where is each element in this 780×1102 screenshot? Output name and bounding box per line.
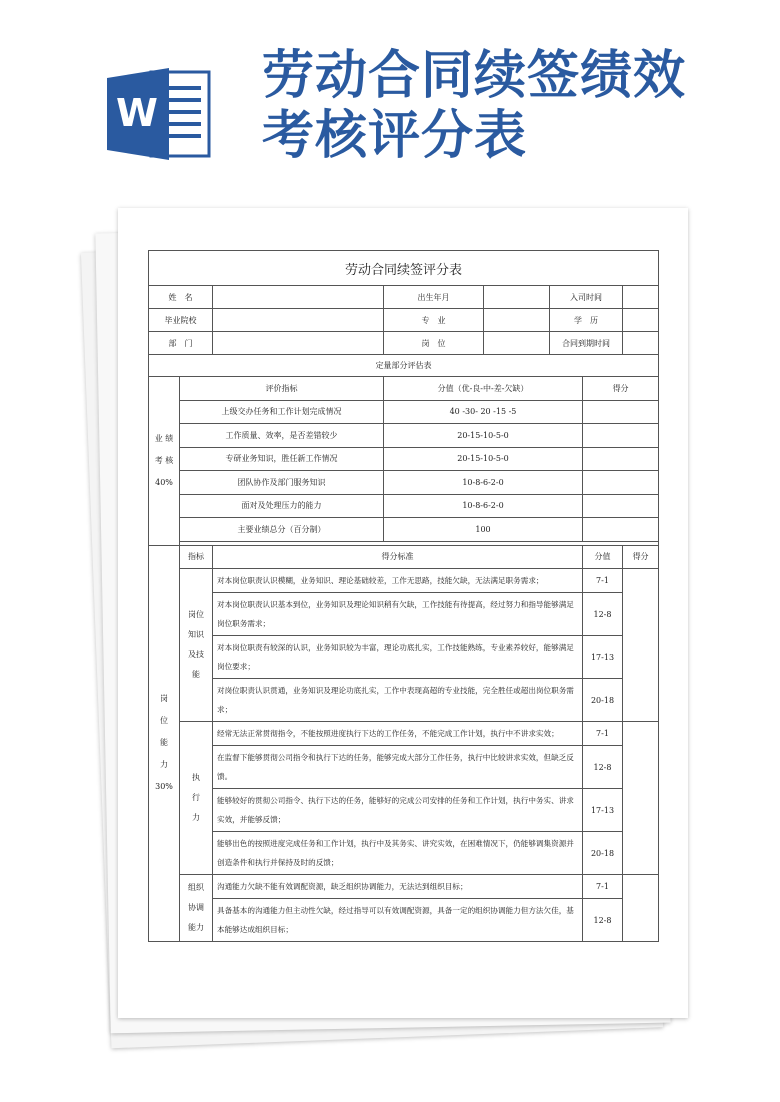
quant-score-field[interactable] bbox=[583, 494, 659, 518]
quant-total-row bbox=[149, 518, 659, 542]
criterion-text: 对本岗位职责认识基本到位，业务知识及理论知识稍有欠缺，工作技能有待提高，经过努力和指导能够满足岗位职务需求； bbox=[213, 593, 583, 636]
education-field[interactable] bbox=[623, 309, 659, 332]
criterion-text: 能够出色的按照进度完成任务和工作计划，执行中及其务实、讲究实效，在困难情况下，仍能够调集资源并创造条件和执行并保持及时的反馈； bbox=[213, 832, 583, 875]
quant-indicator: 上级交办任务和工作计划完成情况 bbox=[180, 400, 384, 424]
ability-header-row bbox=[149, 545, 659, 569]
criterion-text: 在监督下能够贯彻公司指令和执行下达的任务，能够完成大部分工作任务，执行中比较讲求实效，但缺乏反馈。 bbox=[213, 746, 583, 789]
category-line: 协调 bbox=[188, 903, 204, 912]
quant-score-field[interactable] bbox=[583, 400, 659, 424]
coordination-score-field[interactable] bbox=[623, 875, 659, 942]
category-line: 执 bbox=[192, 773, 200, 782]
quant-section-title: 定量部分评估表 bbox=[149, 355, 659, 377]
criterion-value: 17-13 bbox=[583, 636, 623, 679]
category-line: 考 核 bbox=[154, 455, 174, 465]
performance-category bbox=[149, 377, 180, 546]
criterion-value: 12-8 bbox=[583, 593, 623, 636]
criterion-value: 20-18 bbox=[583, 832, 623, 875]
evaluation-form bbox=[148, 250, 658, 942]
post-label: 岗 位 bbox=[384, 332, 484, 355]
svg-text:W: W bbox=[116, 91, 158, 135]
criterion-text: 对本岗位职责有较深的认识，业务知识较为丰富，理论功底扎实，工作技能熟练，专业素养较好，能够满足岗位要求； bbox=[213, 636, 583, 679]
dept-field[interactable] bbox=[213, 332, 384, 355]
quant-range: 20-15-10-5-0 bbox=[384, 447, 583, 471]
quant-header-row bbox=[149, 377, 659, 401]
category-line: 业 绩 bbox=[154, 433, 174, 443]
ability-row bbox=[149, 593, 659, 636]
ability-category bbox=[149, 545, 180, 942]
criterion-text: 能够较好的贯彻公司指令、执行下达的任务，能够好的完成公司安排的任务和工作计划，执行中务实、讲求实效，并能够反馈； bbox=[213, 789, 583, 832]
birth-label: 出生年月 bbox=[384, 286, 484, 309]
quant-row bbox=[149, 400, 659, 424]
info-row bbox=[149, 309, 659, 332]
ability-row bbox=[149, 789, 659, 832]
quant-indicator: 专研业务知识，胜任新工作情况 bbox=[180, 447, 384, 471]
quant-indicator: 团队协作及部门服务知识 bbox=[180, 471, 384, 495]
info-row bbox=[149, 286, 659, 309]
quant-range: 10-8-6-2-0 bbox=[384, 494, 583, 518]
category-line: 岗 bbox=[160, 694, 168, 704]
post-field[interactable] bbox=[484, 332, 550, 355]
quant-score-field[interactable] bbox=[583, 471, 659, 495]
contract-expiry-label: 合同到期时间 bbox=[550, 332, 623, 355]
major-field[interactable] bbox=[484, 309, 550, 332]
criterion-value: 7-1 bbox=[583, 722, 623, 746]
quant-indicator: 工作质量、效率，是否差错较少 bbox=[180, 424, 384, 448]
criterion-value: 17-13 bbox=[583, 789, 623, 832]
criterion-text: 经常无法正常贯彻指令，不能按照进度执行下达的工作任务，不能完成工作计划，执行中不讲求实效； bbox=[213, 722, 583, 746]
quant-indicator: 面对及处理压力的能力 bbox=[180, 494, 384, 518]
category-line: 岗位 bbox=[188, 610, 204, 619]
school-field[interactable] bbox=[213, 309, 384, 332]
ability-standard-header: 得分标准 bbox=[213, 545, 583, 569]
ability-row bbox=[149, 899, 659, 942]
document-title: 劳动合同续签绩效考核评分表 bbox=[262, 45, 687, 166]
hire-date-field[interactable] bbox=[623, 286, 659, 309]
quant-row bbox=[149, 471, 659, 495]
category-line: 30% bbox=[155, 782, 173, 792]
quant-row bbox=[149, 424, 659, 448]
quant-range: 20-15-10-5-0 bbox=[384, 424, 583, 448]
ability-score-header: 得分 bbox=[623, 545, 659, 569]
score-range-header: 分值（优-良-中-差-欠缺） bbox=[384, 377, 583, 401]
education-label: 学 历 bbox=[550, 309, 623, 332]
info-row bbox=[149, 332, 659, 355]
category-line: 能 bbox=[192, 670, 200, 679]
ability-row bbox=[149, 875, 659, 899]
ability-value-header: 分值 bbox=[583, 545, 623, 569]
name-field[interactable] bbox=[213, 286, 384, 309]
criterion-text: 具备基本的沟通能力但主动性欠缺，经过指导可以有效调配资源，具备一定的组织协调能力但方法欠佳，基本能够达成组织目标； bbox=[213, 899, 583, 942]
category-line: 能力 bbox=[188, 923, 204, 932]
criterion-value: 7-1 bbox=[583, 875, 623, 899]
quant-row bbox=[149, 447, 659, 471]
ability-indicator-header: 指标 bbox=[180, 545, 213, 569]
criterion-text: 对本岗位职责认识模糊，业务知识、理论基础较差，工作无思路，技能欠缺，无法满足职务需求； bbox=[213, 569, 583, 593]
hire-date-label: 入司时间 bbox=[550, 286, 623, 309]
evaluation-table bbox=[148, 250, 659, 942]
major-label: 专 业 bbox=[384, 309, 484, 332]
ability-row bbox=[149, 679, 659, 722]
coordination-indicator bbox=[180, 875, 213, 942]
category-line: 力 bbox=[160, 760, 168, 770]
total-label: 主要业绩总分（百分制） bbox=[180, 518, 384, 542]
ability-row bbox=[149, 636, 659, 679]
category-line: 行 bbox=[192, 793, 200, 802]
ability-row bbox=[149, 722, 659, 746]
total-value: 100 bbox=[384, 518, 583, 542]
category-line: 及技 bbox=[188, 650, 204, 659]
quant-score-field[interactable] bbox=[583, 424, 659, 448]
name-label: 姓 名 bbox=[149, 286, 213, 309]
execution-indicator bbox=[180, 722, 213, 875]
execution-score-field[interactable] bbox=[623, 722, 659, 875]
category-line: 组织 bbox=[188, 883, 204, 892]
dept-label: 部 门 bbox=[149, 332, 213, 355]
score-header: 得分 bbox=[583, 377, 659, 401]
ability-row bbox=[149, 746, 659, 789]
category-line: 力 bbox=[192, 813, 200, 822]
category-line: 位 bbox=[160, 716, 168, 726]
criterion-value: 20-18 bbox=[583, 679, 623, 722]
contract-expiry-field[interactable] bbox=[623, 332, 659, 355]
ability-row bbox=[149, 569, 659, 593]
ability-row bbox=[149, 832, 659, 875]
quant-range: 40 -30- 20 -15 -5 bbox=[384, 400, 583, 424]
criterion-value: 12-8 bbox=[583, 899, 623, 942]
category-line: 能 bbox=[160, 738, 168, 748]
birth-field[interactable] bbox=[484, 286, 550, 309]
knowledge-skill-indicator bbox=[180, 569, 213, 722]
category-line: 知识 bbox=[188, 630, 204, 639]
criterion-value: 12-8 bbox=[583, 746, 623, 789]
form-title: 劳动合同续签评分表 bbox=[149, 251, 659, 286]
knowledge-score-field[interactable] bbox=[623, 569, 659, 722]
quant-score-field[interactable] bbox=[583, 447, 659, 471]
category-line: 40% bbox=[155, 477, 173, 487]
criterion-text: 沟通能力欠缺不能有效调配资源，缺乏组织协调能力，无法达到组织目标； bbox=[213, 875, 583, 899]
quant-range: 10-8-6-2-0 bbox=[384, 471, 583, 495]
total-score-field[interactable] bbox=[583, 518, 659, 542]
indicator-header: 评价指标 bbox=[180, 377, 384, 401]
word-doc-icon bbox=[107, 68, 211, 160]
quant-row bbox=[149, 494, 659, 518]
school-label: 毕业院校 bbox=[149, 309, 213, 332]
criterion-value: 7-1 bbox=[583, 569, 623, 593]
criterion-text: 对岗位职责认识贯通，业务知识及理论功底扎实，工作中表现高超的专业技能，完全胜任或超出岗位职务需求； bbox=[213, 679, 583, 722]
